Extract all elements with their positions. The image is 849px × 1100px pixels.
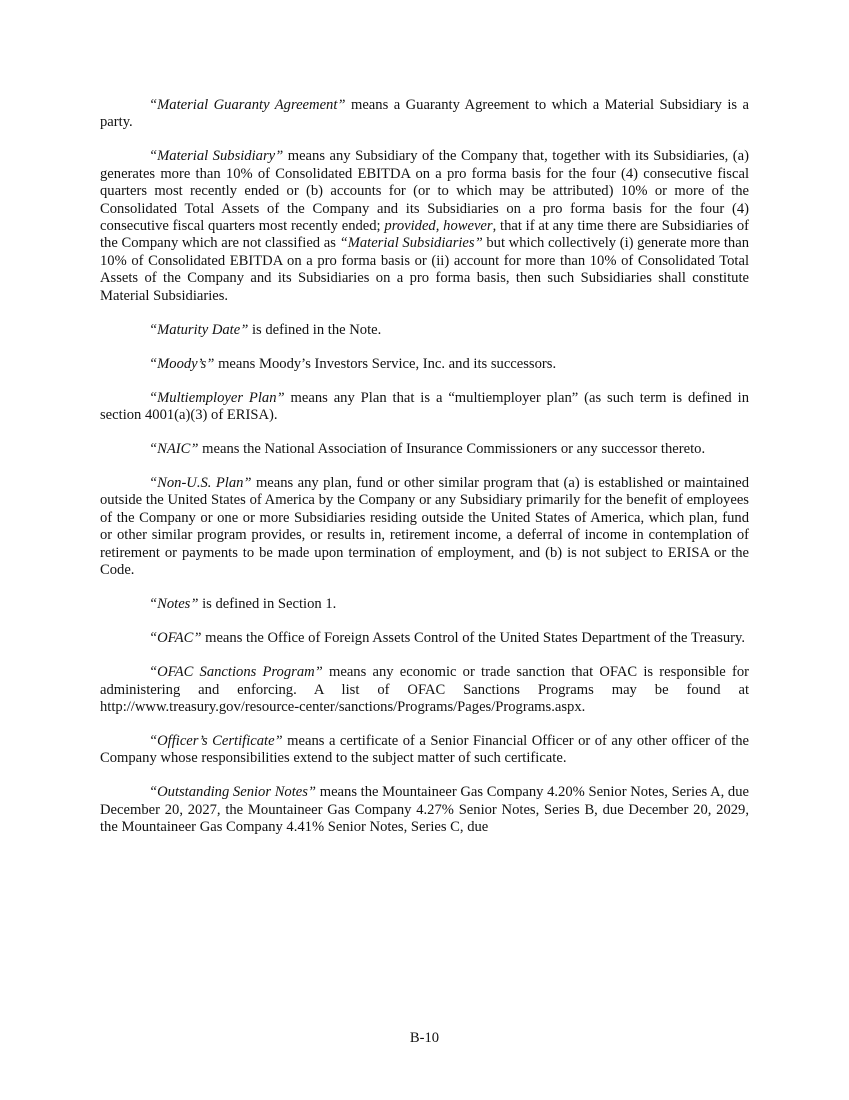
- definition-ofac: [100, 630, 749, 647]
- defined-term: “Officer’s Certificate”: [149, 732, 283, 749]
- defined-term: “Material Subsidiaries”: [339, 235, 483, 252]
- definition-maturity-date: [100, 322, 749, 339]
- defined-term: “Material Guaranty Agreement”: [149, 97, 346, 113]
- defined-term: “Non-U.S. Plan”: [149, 475, 252, 492]
- definition-text: means a Guaranty Agreement to which a Material Subsidiary is a party.: [100, 97, 749, 131]
- defined-term: “Multiemployer Plan”: [149, 389, 285, 406]
- definition-text: means the Mountaineer Gas Company 4.20% Senior Notes, Series A, due December 20, 2027, the Mountaineer Gas Company 4.27% Senior Notes, Series B, due December 20, 2029, the Mountaineer Gas Company 4.41% Senior Notes, Series C, due: [100, 784, 749, 836]
- defined-term: “Notes”: [149, 596, 199, 613]
- definition-text: is defined in the Note.: [248, 321, 382, 338]
- defined-term: “Material Subsidiary”: [149, 148, 284, 165]
- definition-text: means the National Association of Insurance Commissioners or any successor thereto.: [198, 441, 706, 458]
- definition-moodys: [100, 356, 749, 373]
- definition-text: means the Office of Foreign Assets Control of the United States Department of the Treasury.: [201, 630, 745, 647]
- definition-ofac-sanctions-program: [100, 664, 749, 716]
- definition-officers-certificate: [100, 733, 749, 768]
- defined-term: “Outstanding Senior Notes”: [149, 784, 317, 801]
- definition-notes: [100, 596, 749, 613]
- defined-term: “Maturity Date”: [149, 321, 249, 338]
- defined-term: “NAIC”: [149, 441, 199, 458]
- defined-term: “OFAC”: [149, 630, 202, 647]
- definition-text: is defined in Section 1.: [198, 596, 337, 613]
- defined-term: “OFAC Sanctions Program”: [149, 664, 323, 681]
- definition-text: means any plan, fund or other similar program that (a) is established or maintained outside the United States of America by the Company or any Subsidiary primarily for the benefit of employees of the Company or one or more Subsidiaries residing outside the United States of America, which plan, fund or other similar program provides, or results in, retirement income, a deferral of income in contemplation of retirement or payments to be made upon termination of employment, and (b) is not subject to ERISA or the Code.: [100, 475, 749, 579]
- document-body: [100, 97, 749, 853]
- definition-non-us-plan: [100, 475, 749, 579]
- definition-text: means Moody’s Investors Service, Inc. and its successors.: [214, 355, 557, 372]
- definition-material-guaranty-agreement: [100, 97, 749, 132]
- definition-outstanding-senior-notes: [100, 784, 749, 836]
- defined-term: “Moody’s”: [149, 355, 215, 372]
- definition-text: means any economic or trade sanction that OFAC is responsible for administering and enforcing. A list of OFAC Sanctions Programs may be found at http://www.treasury.gov/resource-center/sanctions/Programs/Pages/Programs.aspx.: [100, 664, 749, 715]
- definition-material-subsidiary: [100, 148, 749, 305]
- definition-text: means any Plan that is a “multiemployer plan” (as such term is defined in section 4001(a)(3) of ERISA).: [100, 389, 749, 424]
- definition-naic: [100, 441, 749, 458]
- definition-text: means a certificate of a Senior Financial Officer or of any other officer of the Company whose responsibilities extend to the subject matter of such certificate.: [100, 732, 749, 767]
- definition-multiemployer-plan: [100, 390, 749, 425]
- page-number: B-10: [409, 1030, 440, 1046]
- definition-text: but which collectively (i) generate more than 10% of Consolidated EBITDA on a pro forma basis or (ii) account for more than 10% of Consolidated Total Assets of the Company and its Subsidiaries on a pro forma basis, then such Subsidiaries shall constitute Material Subsidiaries.: [100, 235, 749, 304]
- definition-text: means any Subsidiary of the Company that, together with its Subsidiaries, (a) generates more than 10% of Consolidated EBITDA on a pro forma basis for the four (4) consecutive fiscal quarters most recently ended or (b) accounts for (or to which may be attributed) 10% or more of the Consolidated Total Assets of the Company and its Subsidiaries on a pro forma basis for the four (4) consecutive fiscal quarters most recently ended;: [100, 148, 749, 235]
- proviso-emphasis: provided, however: [384, 218, 493, 235]
- definition-text: , that if at any time there are Subsidiaries of the Company which are not classified as: [100, 218, 749, 252]
